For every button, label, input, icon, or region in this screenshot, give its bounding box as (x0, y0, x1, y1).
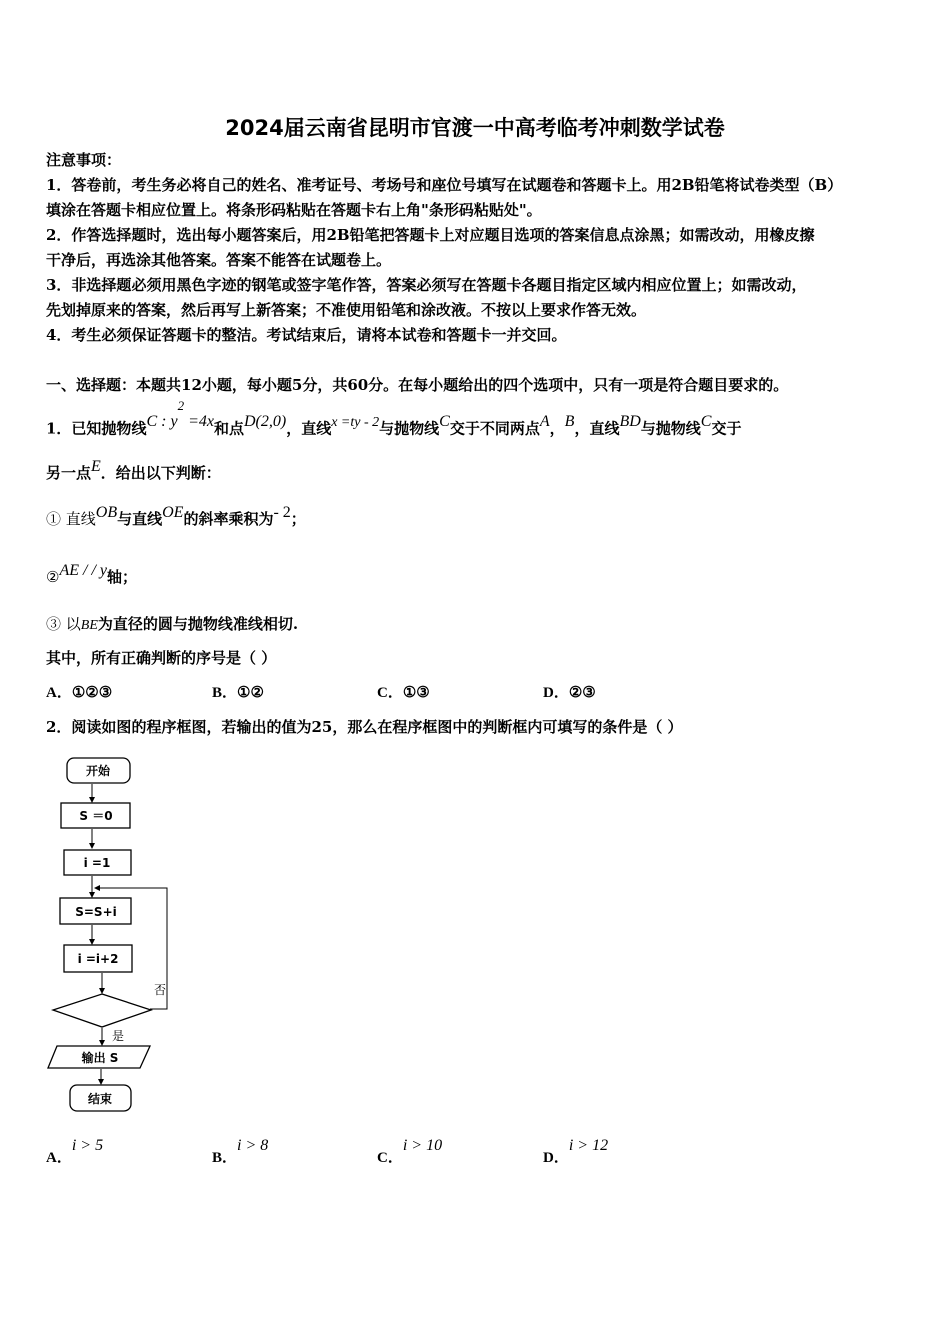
notice-line-2: 填涂在答题卡相应位置上。将条形码粘贴在答题卡右上角"条形码粘贴处"。 (46, 201, 542, 219)
option-letter: D． (543, 1150, 569, 1166)
q1-math-parabola-sup: 2 (177, 398, 185, 413)
option-math: i > 5 (71, 1137, 104, 1154)
q2-option-d[interactable] (543, 1134, 609, 1166)
q1-text: ， (549, 419, 565, 438)
flow-yes-label: 是 (112, 1029, 125, 1043)
question-1-line-1 (46, 398, 742, 442)
flow-inc-label: i =i+2 (77, 952, 119, 966)
flowchart (40, 750, 200, 1122)
q1-text: 1．已知抛物线 (46, 419, 147, 438)
q1-text: ，直线 (574, 419, 620, 438)
q1-option-a[interactable] (46, 681, 112, 702)
q1-text: 交于不同两点 (449, 419, 540, 438)
option-math: i > 12 (568, 1137, 609, 1154)
flow-end-label: 结束 (87, 1092, 113, 1106)
option-letter: B． (212, 685, 238, 701)
notice-line-1: 1．答卷前，考生务必将自己的姓名、准考证号、考场号和座位号填写在试题卷和答题卡上。用2B铅笔将试卷类型（B） (46, 176, 843, 194)
q2-option-c[interactable] (377, 1134, 443, 1166)
q1-math-parabola (146, 398, 214, 431)
j2-math: AE / / y (59, 562, 107, 579)
judgement-3 (46, 612, 298, 638)
judgement-1 (46, 504, 306, 532)
q1-math-c: C (439, 413, 450, 431)
q1-text: 交于 (711, 419, 742, 438)
j3-math: BE (80, 618, 98, 633)
option-letter: C． (377, 685, 403, 701)
option-letter: B． (212, 1150, 238, 1166)
notice-line-4: 干净后，再选涂其他答案。答案不能答在试题卷上。 (46, 251, 392, 269)
flow-sum-label: S=S+i (75, 905, 117, 919)
q1-math-parabola-a: C : y (146, 413, 178, 431)
j1-text: 与直线 (117, 510, 163, 528)
j1-math-value: - 2 (273, 504, 291, 521)
option-letter: A． (46, 1150, 72, 1166)
option-math: i > 8 (237, 1137, 269, 1154)
q1-math-c2: C (700, 413, 712, 431)
section-heading: 一、选择题：本题共12小题，每小题5分，共60分。在每小题给出的四个选项中，只有一项是符合题目要求的。 (46, 376, 789, 394)
flow-i1-label: i =1 (83, 856, 111, 870)
q1-math-bd: BD (619, 413, 641, 431)
j3-text: ③ 以 (46, 615, 81, 633)
flow-no-label: 否 (154, 983, 167, 997)
notice-line-6: 先划掉原来的答案，然后再写上新答案；不准使用铅笔和涂改液。不按以上要求作答无效。 (46, 301, 647, 319)
q1-math-b: B (564, 413, 575, 431)
q1-text: 与抛物线 (379, 419, 440, 438)
option-letter: C． (377, 1150, 403, 1166)
option-letter: D． (543, 685, 569, 701)
flow-s0-label: S ＝0 (79, 809, 113, 823)
j3-text: 为直径的圆与抛物线准线相切. (97, 615, 299, 633)
j2-text: 轴； (107, 568, 138, 586)
option-letter: A． (46, 685, 72, 701)
q2-option-a[interactable] (46, 1134, 104, 1166)
q1-text: 和点 (213, 419, 244, 438)
j1-text: ； (290, 510, 306, 528)
j1-text: 的斜率乘积为 (183, 510, 274, 528)
option-text: ①②③ (71, 683, 113, 701)
j1-math-ob: OB (95, 504, 118, 521)
flow-decision-diamond (53, 994, 151, 1027)
question-1-line-2 (46, 458, 221, 486)
option-math: i > 10 (402, 1137, 443, 1154)
notice-line-3: 2．作答选择题时，选出每小题答案后，用2B铅笔把答题卡上对应题目选项的答案信息点涂黑；如需改动，用橡皮擦 (46, 226, 815, 244)
flow-start-label: 开始 (85, 764, 111, 778)
j1-math-oe: OE (162, 504, 184, 521)
question-2-stem: 2．阅读如图的程序框图，若输出的值为25，那么在程序框图中的判断框内可填写的条件是（ ） (46, 718, 683, 736)
q1-text: ，直线 (286, 419, 332, 438)
q1-math-line: x =ty - 2 (331, 415, 380, 431)
flow-output-label: 输出 S (81, 1051, 119, 1065)
q1-math-e: E (91, 458, 101, 475)
q1-option-b[interactable] (212, 681, 264, 702)
judgement-2 (46, 562, 138, 590)
option-text: ②③ (568, 683, 596, 701)
q1-option-c[interactable] (377, 681, 430, 702)
j1-text: ① 直线 (46, 510, 96, 528)
q1-math-a: A (539, 413, 550, 431)
q1-text: ．给出以下判断： (100, 464, 221, 482)
q1-text: 另一点 (46, 464, 92, 482)
notice-heading: 注意事项： (46, 151, 122, 169)
question-1-ask: 其中，所有正确判断的序号是（ ） (46, 649, 277, 667)
notice-line-5: 3．非选择题必须用黑色字迹的钢笔或签字笔作答，答案必须写在答题卡各题目指定区域内相应位置上；如需改动， (46, 276, 807, 294)
option-text: ①③ (402, 683, 430, 701)
q1-text: 与抛物线 (640, 419, 701, 438)
j2-text: ② (46, 568, 60, 586)
page-title: 2024届云南省昆明市官渡一中高考临考冲刺数学试卷 (225, 116, 725, 140)
notice-line-7: 4．考生必须保证答题卡的整洁。考试结束后，请将本试卷和答题卡一并交回。 (46, 326, 567, 344)
q2-option-b[interactable] (212, 1134, 269, 1166)
q1-option-d[interactable] (543, 681, 596, 702)
q1-math-point: D(2,0) (243, 413, 287, 431)
option-text: ①② (237, 683, 264, 701)
q1-math-parabola-b: =4x (184, 413, 214, 431)
